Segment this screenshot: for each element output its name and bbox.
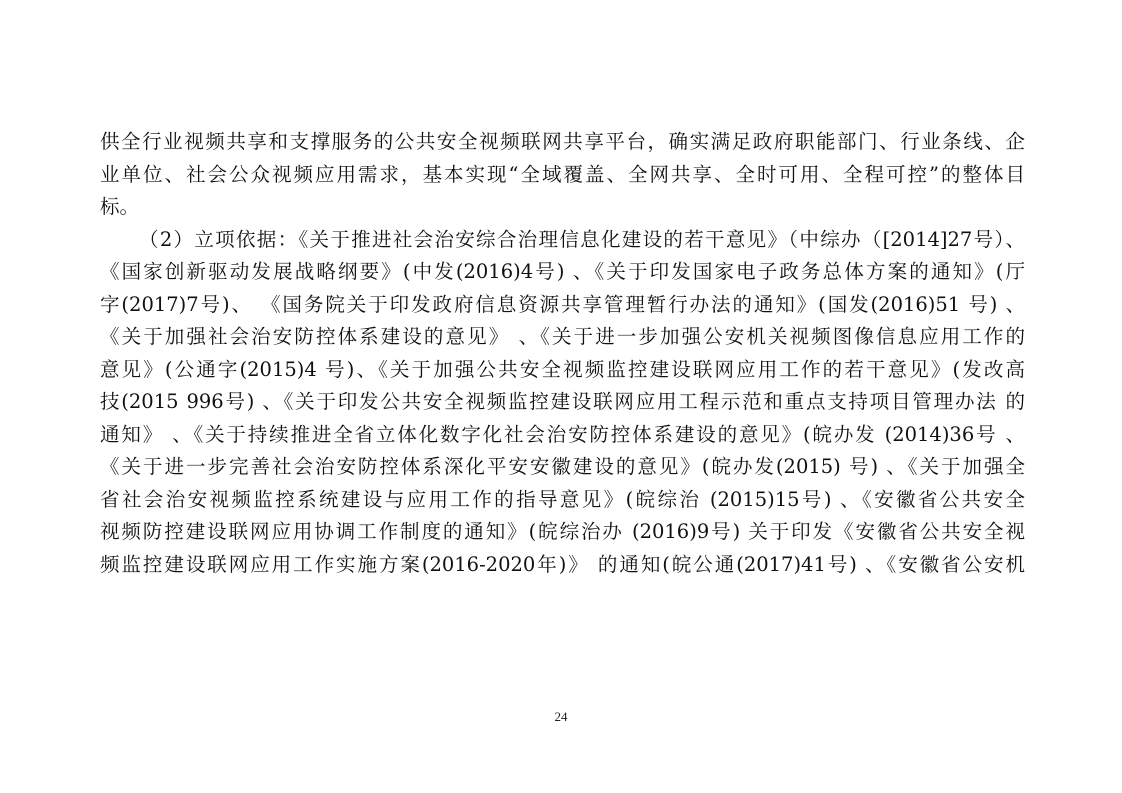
text-line: 技(2015 996号) 、《关于印发公共安全视频监控建设联网应用工程示范和重点支持项目管理办法 的 [100,390,1025,413]
text-line: 字(2017)7号)、 《国务院关于印发政府信息资源共享管理暂行办法的通知》(国发(2016)51 号) 、 [100,292,1025,316]
text-line: 省社会治安视频监控系统建设与应用工作的指导意见》(皖综治 (2015)15号) 、《安徽省公共安全 [100,487,1025,511]
text-line: 标。 [100,195,140,218]
text-line: 《关于加强社会治安防控体系建设的意见》 、《关于进一步加强公安机关视频图像信息应用工作的 [100,325,1025,348]
text-line: 视频防控建设联网应用协调工作制度的通知》(皖综治办 (2016)9号) 关于印发《安徽省公共安全视 [100,520,1025,543]
text-line: （2）立项依据：《关于推进社会治安综合治理信息化建设的若干意见》（中综办（[2014]27号）、 [139,227,1025,251]
text-line: 意见》(公通字(2015)4 号)、《关于加强公共安全视频监控建设联网应用工作的若干意见》(发改高 [100,357,1025,381]
text-line: 《国家创新驱动发展战略纲要》(中发(2016)4号) 、《关于印发国家电子政务总体方案的通知》(厅 [100,260,1025,283]
paragraph-project-goal [100,126,1025,224]
text-line: 频监控建设联网应用工作实施方案(2016-2020年)》 的通知(皖公通(2017)41号) 、《安徽省公安机 [100,552,1025,576]
paragraph-project-basis [100,224,1025,582]
body-text [100,126,1025,581]
text-line: 供全行业视频共享和支撑服务的公共安全视频联网共享平台，确实满足政府职能部门、行业条线、企 [100,130,1025,153]
page-number: 24 [554,709,568,724]
text-line: 业单位、社会公众视频应用需求，基本实现“全域覆盖、全网共享、全时可用、全程可控”的整体目 [100,162,1025,186]
text-line: 通知》 、《关于持续推进全省立体化数字化社会治安防控体系建设的意见》(皖办发 (2014)36号 、 [100,422,1025,446]
text-line: 《关于进一步完善社会治安防控体系深化平安安徽建设的意见》(皖办发(2015) 号) 、《关于加强全 [100,455,1025,478]
